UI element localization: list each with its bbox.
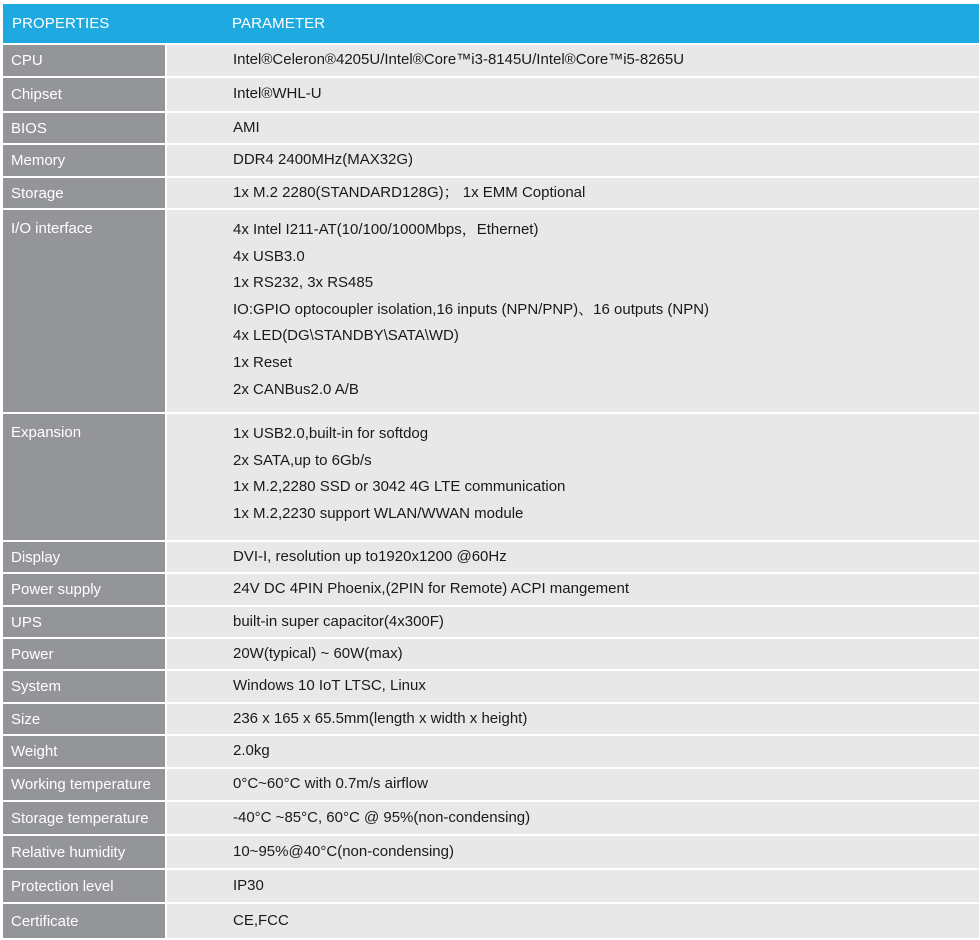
parameter-value: 2x CANBus2.0 A/B [233, 380, 359, 398]
parameter-value: 4x LED(DG\STANDBY\SATA\WD) [233, 327, 459, 345]
parameter-value: 1x M.2,2280 SSD or 3042 4G LTE communication [233, 478, 566, 496]
table-row-display [3, 542, 979, 574]
parameter-value: 1x M.2,2230 support WLAN/WWAN module [233, 504, 524, 522]
parameter-cell [167, 414, 979, 540]
property-label: Display [3, 542, 165, 572]
parameter-cell [167, 870, 979, 902]
parameter-cell [167, 45, 979, 76]
parameter-value: 4x Intel I211-AT(10/100/1000Mbps，Ethernet) [233, 221, 539, 238]
property-label: Power supply [3, 574, 165, 605]
parameter-cell [167, 639, 979, 669]
property-label: Working temperature [3, 769, 165, 800]
parameter-value: Windows 10 IoT LTSC, Linux [233, 677, 426, 695]
property-label: Relative humidity [3, 836, 165, 868]
parameter-value: DVI-I, resolution up to1920x1200 @60Hz [233, 547, 507, 565]
parameter-value: 10~95%@40°C(non-condensing) [233, 842, 454, 860]
parameter-value: 1x USB2.0,built-in for softdog [233, 425, 429, 442]
parameter-value: Intel®WHL-U [233, 85, 322, 103]
parameter-cell [167, 736, 979, 767]
parameter-value: IO:GPIO optocoupler isolation,16 inputs (NPN/PNP)、16 outputs (NPN) [233, 300, 710, 318]
property-label: System [3, 671, 165, 702]
parameter-cell [167, 113, 979, 143]
parameter-value: 4x USB3.0 [233, 247, 305, 265]
parameter-cell [167, 574, 979, 605]
property-label: Storage [3, 178, 165, 208]
property-label: CPU [3, 45, 165, 76]
property-label: Memory [3, 145, 165, 176]
parameter-cell [167, 145, 979, 176]
parameter-cell [167, 178, 979, 208]
property-label: Expansion [3, 414, 165, 540]
parameter-value: 1x RS232, 3x RS485 [233, 274, 374, 292]
table-row-certificate [3, 904, 979, 940]
parameter-cell [167, 607, 979, 637]
property-label: BIOS [3, 113, 165, 143]
parameter-cell [167, 78, 979, 111]
parameter-value: 236 x 165 x 65.5mm(length x width x height) [233, 709, 528, 727]
table-row-weight [3, 736, 979, 769]
parameter-value: 2x SATA,up to 6Gb/s [233, 451, 372, 469]
table-row-relative-humidity [3, 836, 979, 870]
property-label: Storage temperature [3, 802, 165, 834]
parameter-value: IP30 [233, 876, 264, 894]
parameter-value: 24V DC 4PIN Phoenix,(2PIN for Remote) ACPI mangement [233, 580, 630, 598]
property-label: Protection level [3, 870, 165, 902]
parameter-value: DDR4 2400MHz(MAX32G) [233, 151, 414, 169]
table-row-memory [3, 145, 979, 178]
table-row-power [3, 639, 979, 671]
parameter-cell [167, 904, 979, 938]
parameter-value: 1x M.2 2280(STANDARD128G)； 1x EMM Coptional [233, 183, 586, 201]
parameter-cell [167, 836, 979, 868]
parameter-cell [167, 671, 979, 702]
table-row-storage-temperature [3, 802, 979, 836]
parameter-value: 20W(typical) ~ 60W(max) [233, 644, 403, 662]
parameter-cell [167, 542, 979, 572]
table-row-expansion [3, 414, 979, 542]
property-label: I/O interface [3, 210, 165, 412]
table-row-cpu [3, 45, 979, 78]
table-row-bios [3, 113, 979, 145]
parameter-value: built-in super capacitor(4x300F) [233, 612, 444, 630]
spec-table [3, 4, 979, 940]
property-label: Size [3, 704, 165, 734]
table-row-size [3, 704, 979, 736]
parameter-cell [167, 769, 979, 800]
property-label: UPS [3, 607, 165, 637]
property-label: Power [3, 639, 165, 669]
parameter-cell [167, 802, 979, 834]
table-row-chipset [3, 78, 979, 113]
parameter-value: 0°C~60°C with 0.7m/s airflow [233, 775, 428, 793]
parameter-value: 2.0kg [233, 742, 270, 760]
table-row-storage [3, 178, 979, 210]
header-parameter: PARAMETER [232, 15, 326, 32]
table-header [3, 4, 979, 45]
property-label: Certificate [3, 904, 165, 938]
parameter-value: CE,FCC [233, 911, 289, 929]
parameter-value: 1x Reset [233, 353, 293, 371]
property-label: Chipset [3, 78, 165, 111]
parameter-cell [167, 210, 979, 412]
table-row-io-interface [3, 210, 979, 414]
parameter-value: AMI [233, 118, 260, 136]
header-properties: PROPERTIES [12, 15, 110, 32]
table-row-system [3, 671, 979, 704]
parameter-value: -40°C ~85°C, 60°C @ 95%(non-condensing) [233, 808, 531, 826]
table-row-working-temperature [3, 769, 979, 802]
table-row-power-supply [3, 574, 979, 607]
table-row-protection-level [3, 870, 979, 904]
property-label: Weight [3, 736, 165, 767]
parameter-cell [167, 704, 979, 734]
parameter-value: Intel®Celeron®4205U/Intel®Core™i3-8145U/Intel®Core™i5-8265U [233, 51, 685, 69]
table-row-ups [3, 607, 979, 639]
